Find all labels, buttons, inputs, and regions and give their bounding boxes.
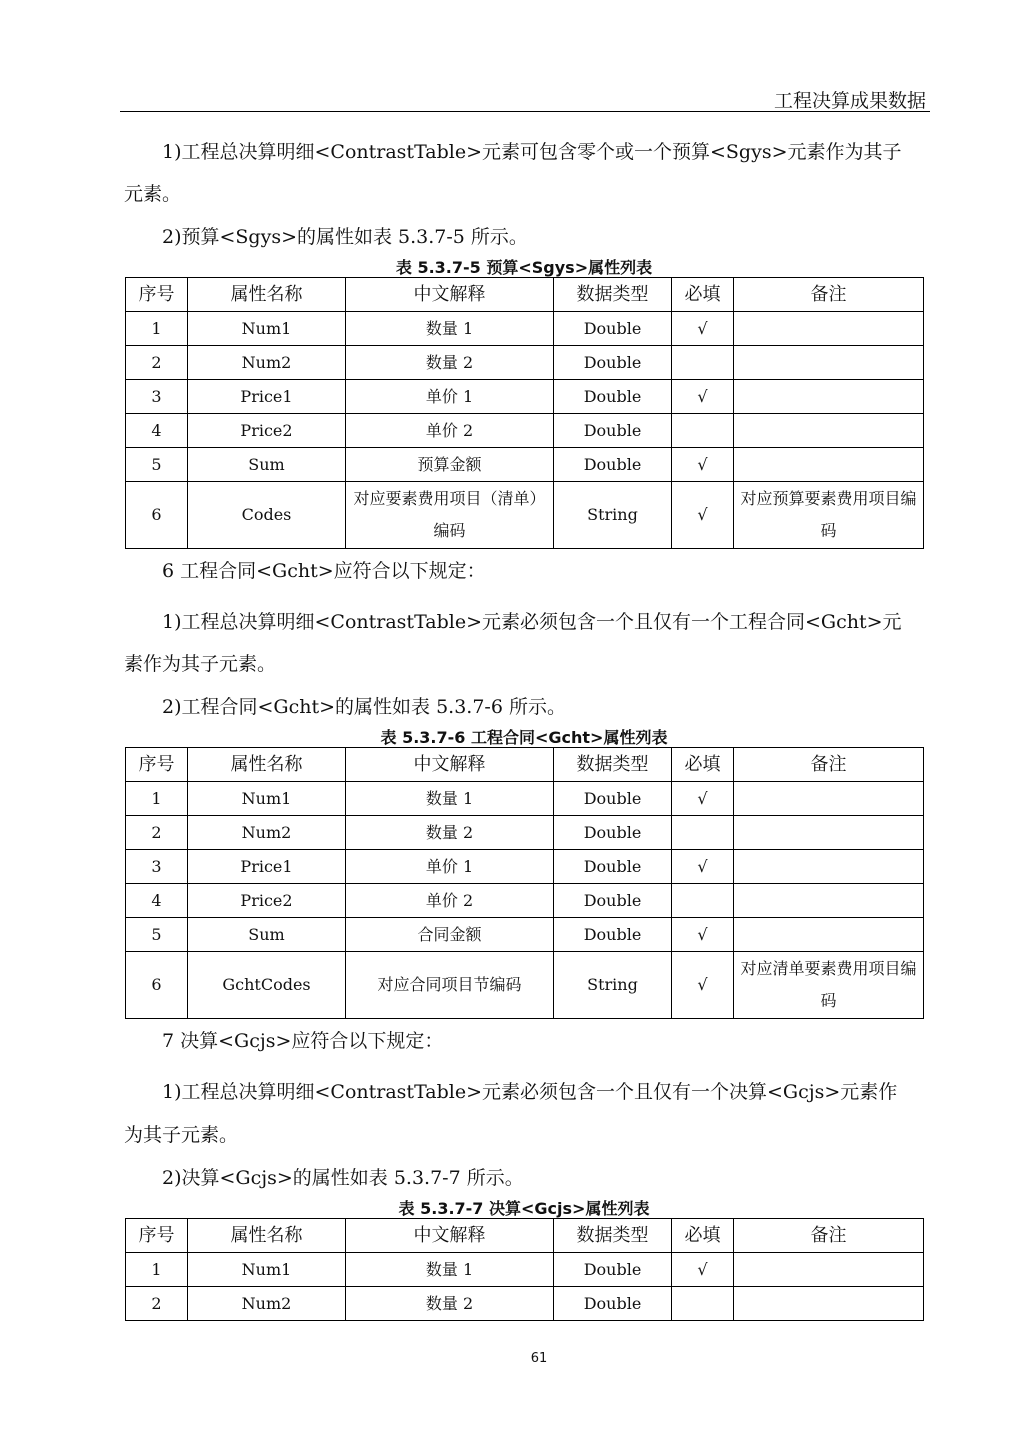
- cell-data-type: Double: [554, 312, 672, 346]
- table-row: [126, 1253, 924, 1287]
- cell-seq: 1: [126, 782, 188, 816]
- column-header-required: 必填: [672, 278, 734, 312]
- cell-attr-name: Price1: [188, 850, 346, 884]
- cell-attr-name: Num1: [188, 1253, 346, 1287]
- cell-chinese-desc: 对应要素费用项目（清单）编码: [346, 482, 554, 549]
- cell-required: √: [672, 782, 734, 816]
- cell-remark: [734, 414, 924, 448]
- table-row: [126, 884, 924, 918]
- column-header-chinese-desc: 中文解释: [346, 748, 554, 782]
- cell-attr-name: GchtCodes: [188, 952, 346, 1019]
- cell-data-type: Double: [554, 782, 672, 816]
- cell-data-type: Double: [554, 884, 672, 918]
- cell-data-type: Double: [554, 414, 672, 448]
- cell-remark: [734, 448, 924, 482]
- cell-chinese-desc: 单价 2: [346, 884, 554, 918]
- column-header-data-type: 数据类型: [554, 748, 672, 782]
- cell-required: √: [672, 482, 734, 549]
- cell-required: √: [672, 1253, 734, 1287]
- cell-data-type: Double: [554, 1287, 672, 1321]
- cell-data-type: Double: [554, 1253, 672, 1287]
- cell-remark: 对应预算要素费用项目编码: [734, 482, 924, 549]
- cell-data-type: Double: [554, 816, 672, 850]
- table-row: [126, 380, 924, 414]
- cell-remark: 对应清单要素费用项目编码: [734, 952, 924, 1019]
- table-row: [126, 312, 924, 346]
- paragraph: 2)工程合同<Gcht>的属性如表 5.3.7-6 所示。: [162, 696, 566, 718]
- cell-remark: [734, 346, 924, 380]
- paragraph: 1)工程总决算明细<ContrastTable>元素必须包含一个且仅有一个决算<Gcjs>元素作: [162, 1081, 898, 1103]
- column-header-seq: 序号: [126, 278, 188, 312]
- table-caption: 表 5.3.7-6 工程合同<Gcht>属性列表: [380, 728, 668, 747]
- cell-data-type: Double: [554, 380, 672, 414]
- cell-required: √: [672, 952, 734, 1019]
- cell-chinese-desc: 数量 1: [346, 1253, 554, 1287]
- cell-attr-name: Num1: [188, 312, 346, 346]
- paragraph: 为其子元素。: [124, 1124, 239, 1146]
- cell-seq: 4: [126, 414, 188, 448]
- column-header-attr-name: 属性名称: [188, 278, 346, 312]
- cell-seq: 1: [126, 1253, 188, 1287]
- cell-seq: 5: [126, 448, 188, 482]
- paragraph: 7 决算<Gcjs>应符合以下规定：: [162, 1030, 444, 1052]
- cell-required: [672, 346, 734, 380]
- cell-attr-name: Num2: [188, 816, 346, 850]
- cell-attr-name: Codes: [188, 482, 346, 549]
- cell-data-type: Double: [554, 918, 672, 952]
- cell-seq: 3: [126, 850, 188, 884]
- column-header-data-type: 数据类型: [554, 278, 672, 312]
- table-row: [126, 850, 924, 884]
- column-header-required: 必填: [672, 1219, 734, 1253]
- cell-attr-name: Price1: [188, 380, 346, 414]
- cell-data-type: Double: [554, 346, 672, 380]
- cell-chinese-desc: 单价 1: [346, 380, 554, 414]
- cell-required: [672, 816, 734, 850]
- attribute-table-gcjs: [125, 1218, 924, 1321]
- column-header-seq: 序号: [126, 748, 188, 782]
- table-header-row: [126, 1219, 924, 1253]
- attribute-table-gcht: [125, 747, 924, 1019]
- cell-attr-name: Price2: [188, 414, 346, 448]
- cell-remark: [734, 918, 924, 952]
- cell-attr-name: Sum: [188, 448, 346, 482]
- page-number: 61: [530, 1351, 548, 1366]
- cell-data-type: Double: [554, 850, 672, 884]
- cell-remark: [734, 782, 924, 816]
- table-row: [126, 782, 924, 816]
- cell-seq: 5: [126, 918, 188, 952]
- cell-chinese-desc: 合同金额: [346, 918, 554, 952]
- cell-chinese-desc: 对应合同项目节编码: [346, 952, 554, 1019]
- cell-seq: 3: [126, 380, 188, 414]
- table-caption: 表 5.3.7-7 决算<Gcjs>属性列表: [398, 1199, 650, 1218]
- paragraph: 2)决算<Gcjs>的属性如表 5.3.7-7 所示。: [162, 1167, 524, 1189]
- column-header-chinese-desc: 中文解释: [346, 1219, 554, 1253]
- cell-seq: 2: [126, 816, 188, 850]
- cell-seq: 6: [126, 952, 188, 1019]
- column-header-data-type: 数据类型: [554, 1219, 672, 1253]
- cell-required: √: [672, 918, 734, 952]
- paragraph: 素作为其子元素。: [124, 653, 277, 675]
- paragraph: 6 工程合同<Gcht>应符合以下规定：: [162, 560, 486, 582]
- cell-attr-name: Price2: [188, 884, 346, 918]
- cell-seq: 2: [126, 1287, 188, 1321]
- table-header-row: [126, 278, 924, 312]
- cell-remark: [734, 380, 924, 414]
- table-row: [126, 414, 924, 448]
- cell-chinese-desc: 单价 2: [346, 414, 554, 448]
- cell-remark: [734, 884, 924, 918]
- table-row: [126, 448, 924, 482]
- cell-seq: 1: [126, 312, 188, 346]
- cell-required: [672, 884, 734, 918]
- cell-attr-name: Num2: [188, 346, 346, 380]
- cell-required: [672, 414, 734, 448]
- column-header-attr-name: 属性名称: [188, 1219, 346, 1253]
- paragraph: 2)预算<Sgys>的属性如表 5.3.7-5 所示。: [162, 226, 528, 248]
- cell-required: √: [672, 312, 734, 346]
- cell-chinese-desc: 数量 1: [346, 312, 554, 346]
- table-caption: 表 5.3.7-5 预算<Sgys>属性列表: [395, 258, 653, 277]
- paragraph: 1)工程总决算明细<ContrastTable>元素可包含零个或一个预算<Sgys>元素作为其子: [162, 141, 902, 163]
- table-row: [126, 346, 924, 380]
- cell-data-type: Double: [554, 448, 672, 482]
- column-header-required: 必填: [672, 748, 734, 782]
- cell-attr-name: Num2: [188, 1287, 346, 1321]
- table-row: [126, 1287, 924, 1321]
- cell-seq: 6: [126, 482, 188, 549]
- cell-chinese-desc: 数量 2: [346, 1287, 554, 1321]
- column-header-seq: 序号: [126, 1219, 188, 1253]
- column-header-remark: 备注: [734, 1219, 924, 1253]
- table-header-row: [126, 748, 924, 782]
- cell-remark: [734, 850, 924, 884]
- paragraph: 元素。: [124, 183, 182, 205]
- column-header-chinese-desc: 中文解释: [346, 278, 554, 312]
- attribute-table-sgys: [125, 277, 924, 549]
- cell-chinese-desc: 数量 1: [346, 782, 554, 816]
- column-header-remark: 备注: [734, 748, 924, 782]
- column-header-remark: 备注: [734, 278, 924, 312]
- cell-chinese-desc: 数量 2: [346, 816, 554, 850]
- table-row: [126, 952, 924, 1019]
- cell-required: √: [672, 380, 734, 414]
- column-header-attr-name: 属性名称: [188, 748, 346, 782]
- cell-attr-name: Sum: [188, 918, 346, 952]
- paragraph: 1)工程总决算明细<ContrastTable>元素必须包含一个且仅有一个工程合同<Gcht>元: [162, 611, 902, 633]
- table-row: [126, 816, 924, 850]
- cell-remark: [734, 1287, 924, 1321]
- cell-seq: 2: [126, 346, 188, 380]
- header-divider: [120, 111, 930, 112]
- cell-seq: 4: [126, 884, 188, 918]
- cell-data-type: String: [554, 952, 672, 1019]
- cell-chinese-desc: 单价 1: [346, 850, 554, 884]
- table-row: [126, 918, 924, 952]
- cell-attr-name: Num1: [188, 782, 346, 816]
- cell-remark: [734, 816, 924, 850]
- cell-required: √: [672, 448, 734, 482]
- cell-required: [672, 1287, 734, 1321]
- running-header-title: 工程决算成果数据: [773, 90, 926, 112]
- cell-chinese-desc: 预算金额: [346, 448, 554, 482]
- cell-data-type: String: [554, 482, 672, 549]
- cell-chinese-desc: 数量 2: [346, 346, 554, 380]
- cell-remark: [734, 1253, 924, 1287]
- table-row: [126, 482, 924, 549]
- cell-required: √: [672, 850, 734, 884]
- cell-remark: [734, 312, 924, 346]
